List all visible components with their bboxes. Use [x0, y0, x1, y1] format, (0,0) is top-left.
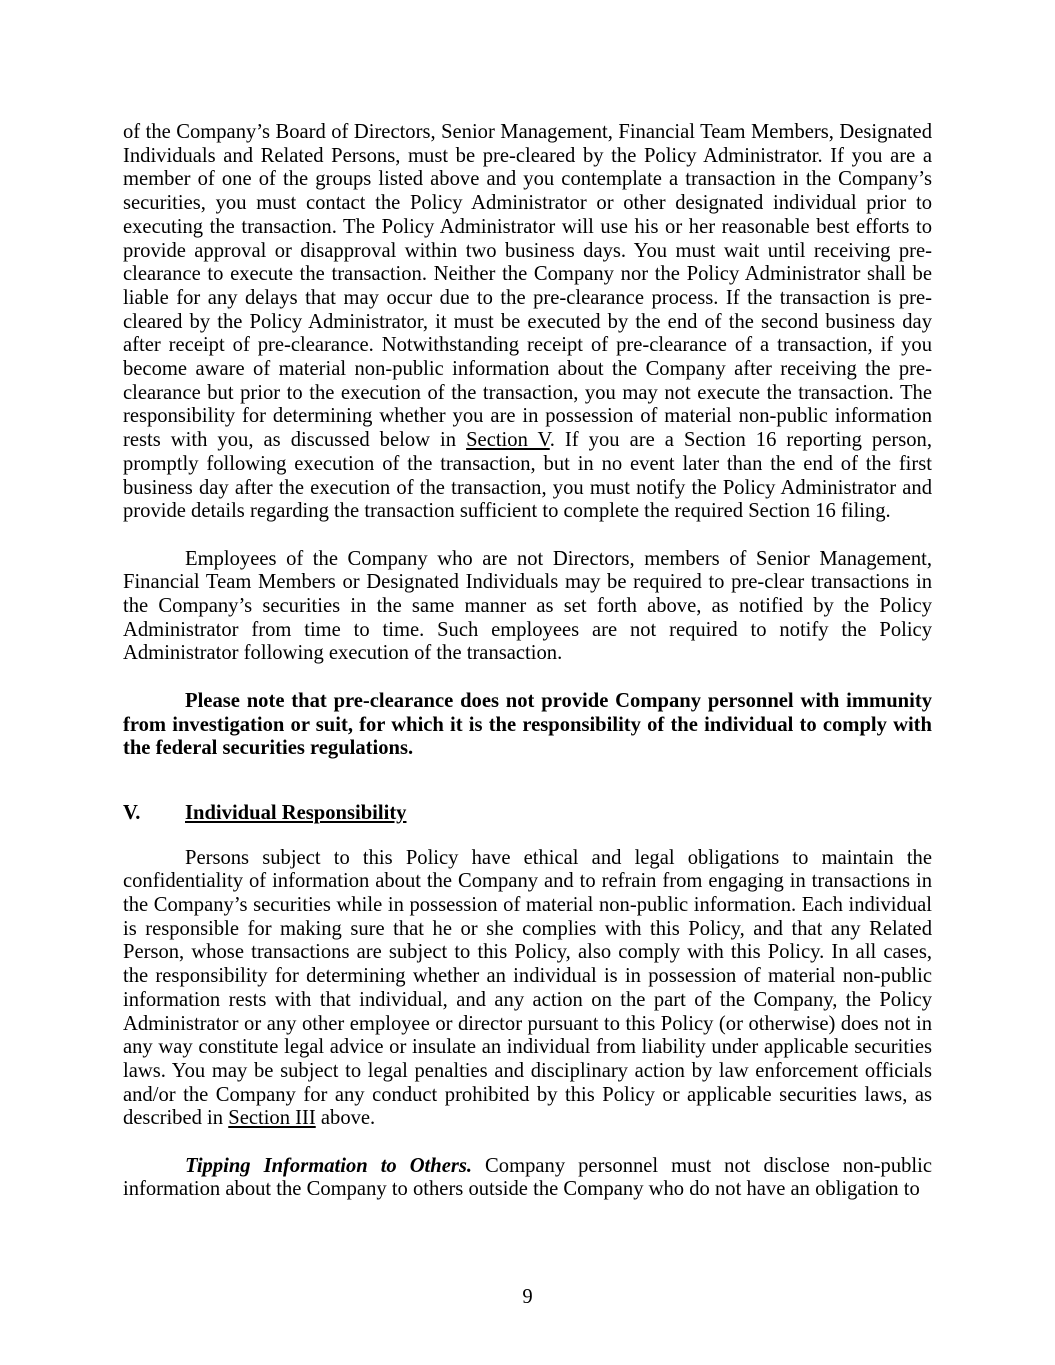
page-content: [123, 121, 932, 1202]
paragraph-tipping-text: Company personnel must not disclose non-public information about the Company to others outside the Company who do not have an obligation to: [123, 1154, 932, 1201]
section-v-heading: [123, 802, 932, 826]
tipping-lead-in: Tipping Information to Others.: [185, 1154, 473, 1177]
paragraph-preclearance: [123, 121, 932, 524]
paragraph-preclearance-text-2: . If you are a Section 16 reporting person, promptly following execution of the transaction, but in no event later than the end of the first business day after the execution of the transaction, you must notify the Policy Administrator and provide details regarding the transaction sufficient to complete the required Section 16 filing.: [123, 429, 932, 523]
section-v-reference: Section V: [466, 429, 550, 452]
paragraph-responsibility-text-1: Persons subject to this Policy have ethical and legal obligations to maintain the confidentiality of information about the Company and to refrain from engaging in transactions in the Company’s securities while in possession of material non-public information. Each individual is responsible for making sure that he or she complies with this Policy, and that any Related Person, whose transactions are subject to this Policy, also comply with this Policy. In all cases, the responsibility for determining whether an individual is in possession of material non-public information rests with that individual, and any action on the part of the Company, the Policy Administrator or any other employee or director pursuant to this Policy (or otherwise) does not in any way constitute legal advice or insulate an individual from liability under applicable securities laws. You may be subject to legal penalties and disciplinary action by law enforcement officials and/or the Company for any conduct prohibited by this Policy or applicable securities laws, as described in: [123, 846, 932, 1130]
paragraph-employees: Employees of the Company who are not Directors, members of Senior Management, Financial Team Members or Designated Individuals may be required to pre-clear transactions in the Company’s securities in the same manner as set forth above, as notified by the Policy Administrator from time to time. Such employees are not required to notify the Policy Administrator following execution of the transaction.: [123, 547, 932, 665]
paragraph-preclearance-note: Please note that pre-clearance does not provide Company personnel with immunity from investigation or suit, for which it is the responsibility of the individual to comply with the federal securities regulations.: [123, 689, 932, 760]
paragraph-responsibility: [123, 847, 932, 1131]
section-number: V.: [123, 801, 141, 824]
page-number: 9: [522, 1286, 533, 1308]
section-iii-reference: Section III: [228, 1107, 316, 1130]
paragraph-tipping: [123, 1155, 932, 1202]
section-title: Individual Responsibility: [185, 801, 407, 824]
paragraph-preclearance-text-1: of the Company’s Board of Directors, Senior Management, Financial Team Members, Designated Individuals and Related Persons, must be pre-cleared by the Policy Administrator. If you are a member of one of the groups listed above and you contemplate a transaction in the Company’s securities, you must contact the Policy Administrator or other designated individual prior to executing the transaction. The Policy Administrator will use his or her reasonable best efforts to provide approval or disapproval within two business days. You must wait until receiving pre-clearance to execute the transaction. Neither the Company nor the Policy Administrator shall be liable for any delays that may occur due to the pre-clearance process. If the transaction is pre-cleared by the Policy Administrator, it must be executed by the end of the second business day after receipt of pre-clearance. Notwithstanding receipt of pre-clearance of a transaction, if you become aware of material non-public information about the Company after receiving the pre-clearance but prior to the execution of the transaction, you may not execute the transaction. The responsibility for determining whether you are in possession of material non-public information rests with you, as discussed below in: [123, 121, 932, 452]
paragraph-responsibility-text-2: above.: [315, 1107, 376, 1130]
